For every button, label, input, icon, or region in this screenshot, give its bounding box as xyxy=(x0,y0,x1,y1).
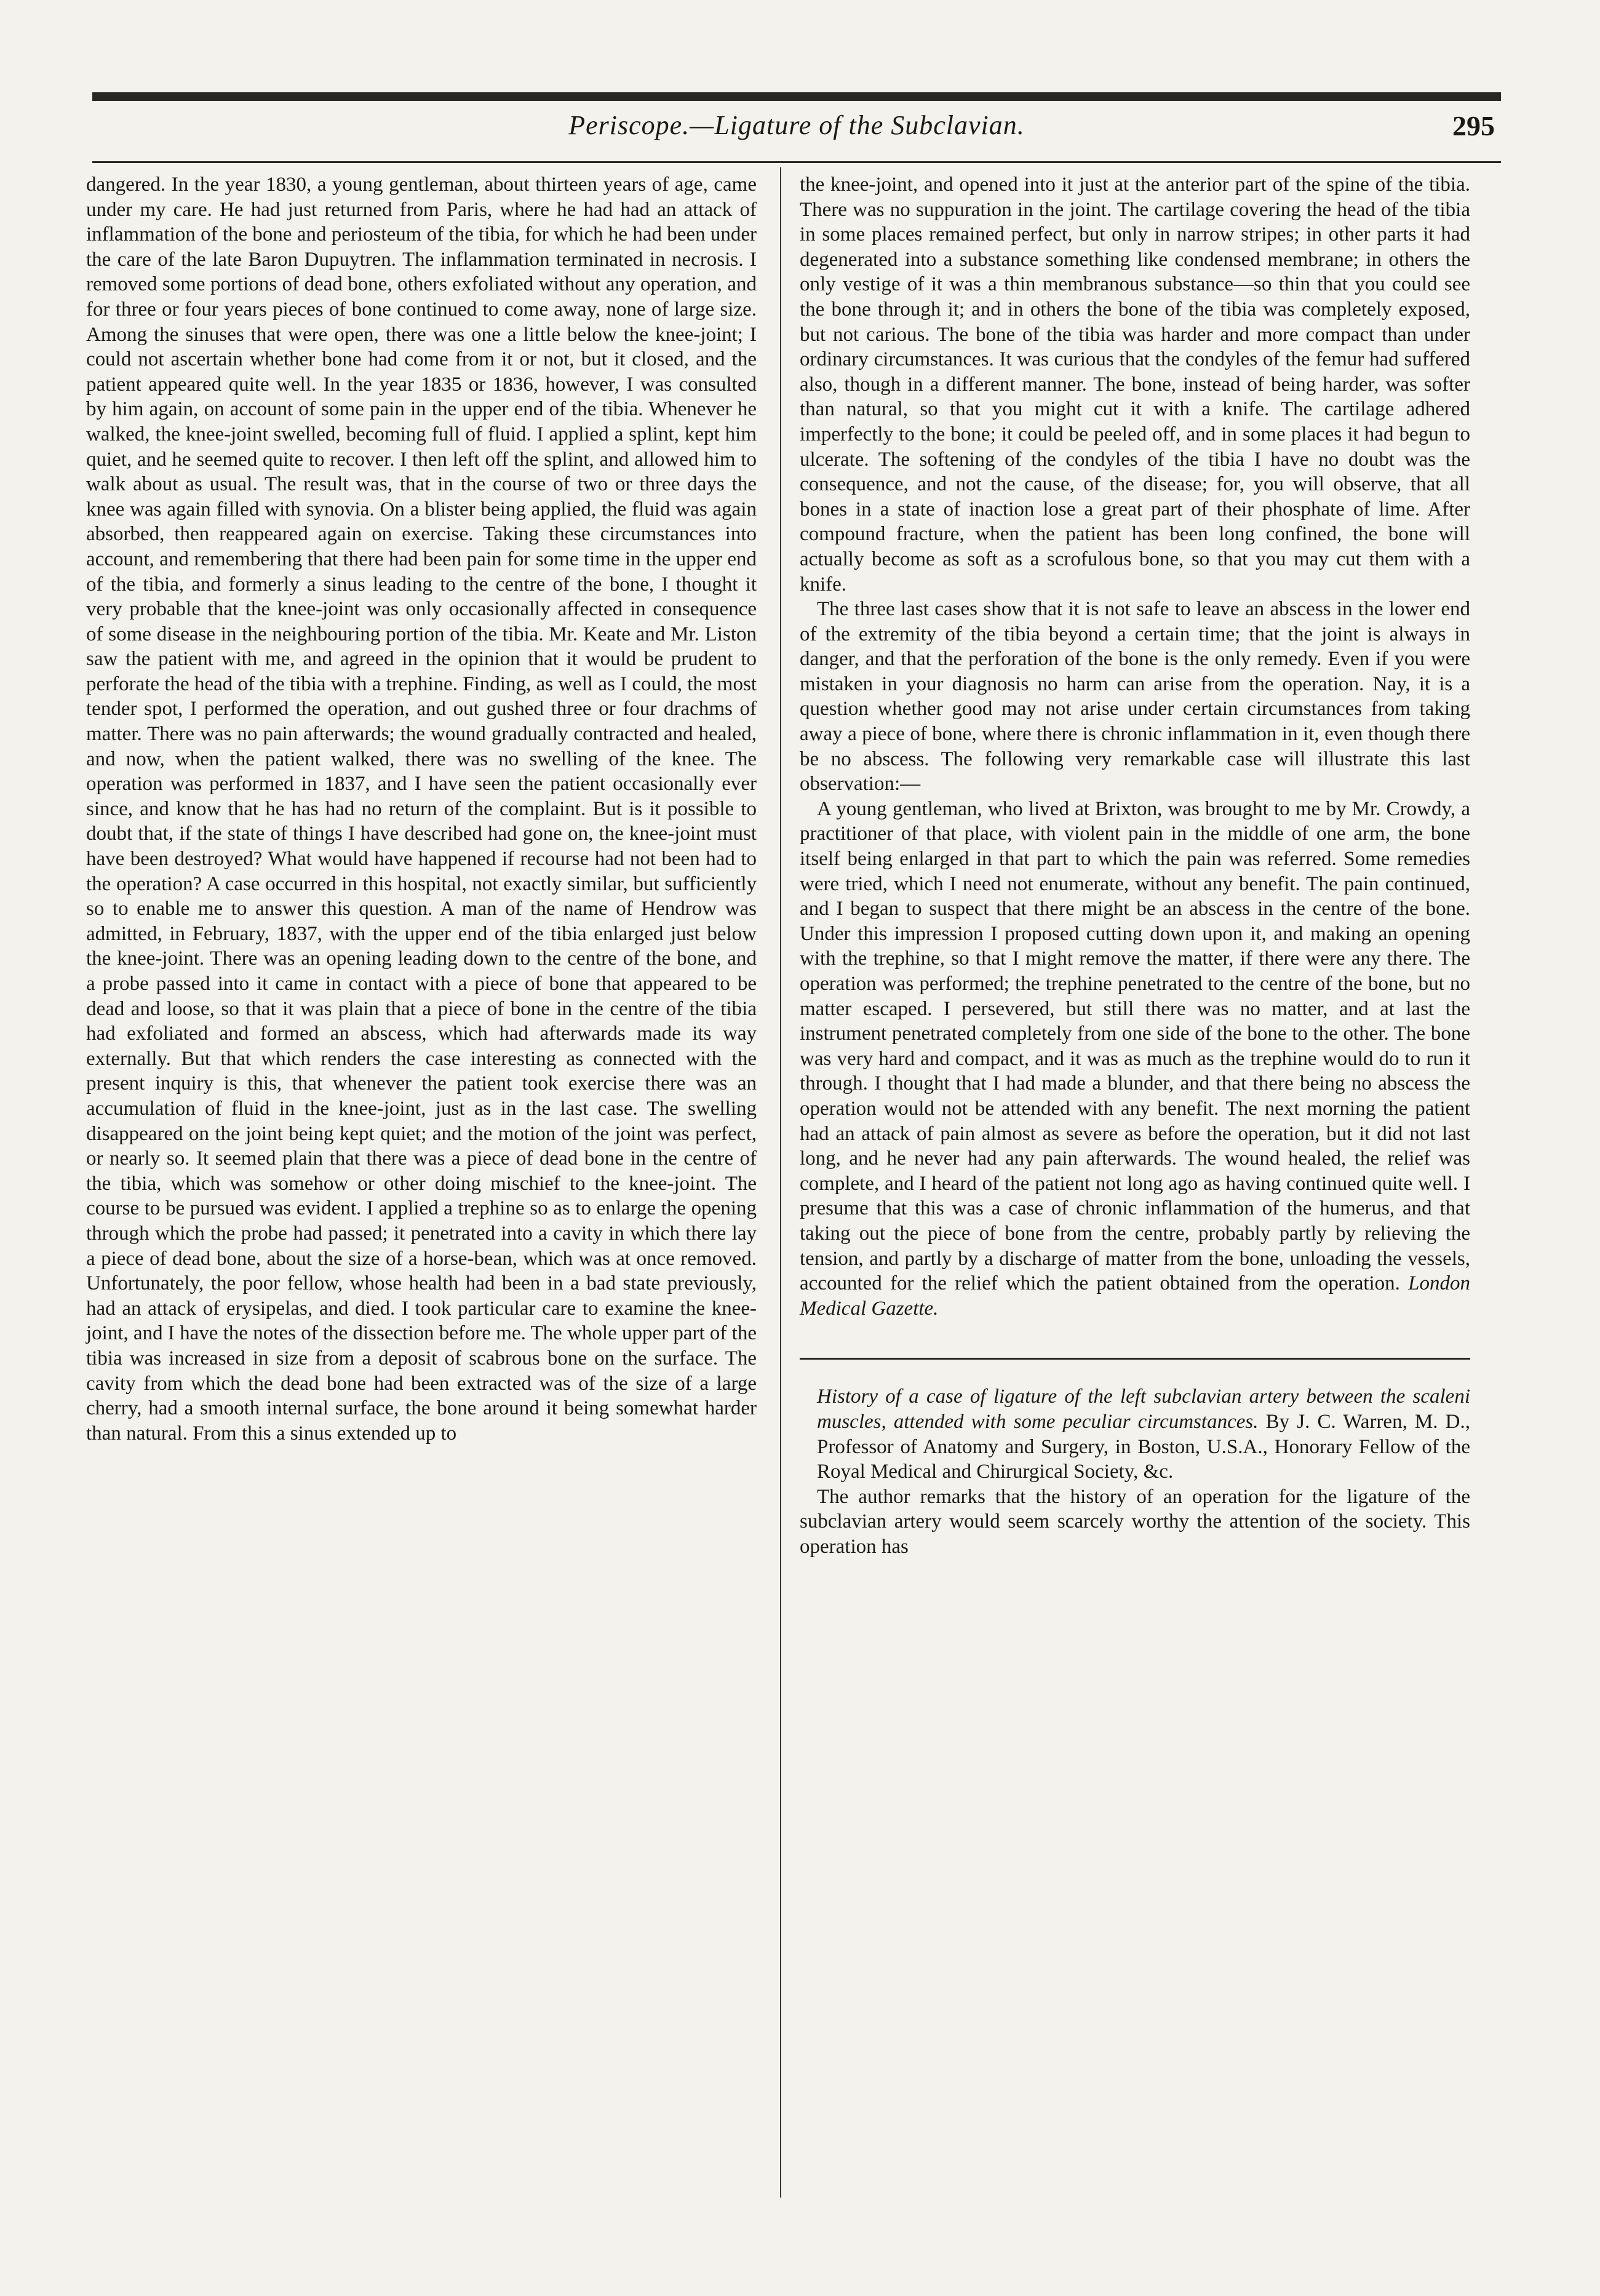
running-title: Periscope.—Ligature of the Subclavian. xyxy=(568,110,1025,140)
left-column xyxy=(86,172,757,1446)
section-separator xyxy=(800,1358,1470,1360)
abstract-title: History of a case of ligature of the left subclavian artery between the scaleni muscles, attended with some peculiar circumstances. xyxy=(817,1385,1470,1433)
header-rule xyxy=(92,161,1501,163)
body-paragraph: The three last cases show that it is not safe to leave an abscess in the lower end of the extremity of the tibia beyond a certain time; that the joint is always in danger, and that the perforation of the bone is the only remedy. Even if you were mistaken in your diagnosis no harm can arise from the operation. Nay, it is a question whether good may not arise under certain circumstances from taking away a piece of bone, where there is chronic inflammation in it, even though there be no abscess. The following very remarkable case will illustrate this last observation:— xyxy=(800,598,1470,795)
body-paragraph: dangered. In the year 1830, a young gentleman, about thirteen years of age, came under my care. He had just returned from Paris, where he had had an attack of inflammation of the bone and periosteum of the tibia, for which he had been under the care of the late Baron Dupuytren. The inflammation terminated in necrosis. I removed some portions of dead bone, others exfoliated without any operation, and for three or four years pieces of bone continued to come away, none of large size. Among the sinuses that were open, there was one a little below the knee-joint; I could not ascertain whether bone had come from it or not, but it closed, and the patient appeared quite well. In the year 1835 or 1836, however, I was consulted by him again, on account of some pain in the upper end of the tibia. Whenever he walked, the knee-joint swelled, becoming full of fluid. I applied a splint, kept him quiet, and he seemed quite to recover. I then left off the splint, and allowed him to walk about as usual. The result was, that in the course of two or three days the knee was again filled with synovia. On a blister being applied, the fluid was again absorbed, then reappeared again on exercise. Taking these circumstances into account, and remembering that there had been pain for some time in the upper end of the tibia, and formerly a sinus leading to the centre of the bone, I thought it very probable that the knee-joint was only occasionally affected in consequence of some disease in the neighbouring portion of the tibia. Mr. Keate and Mr. Liston saw the patient with me, and agreed in the opinion that it would be prudent to perforate the head of the tibia with a trephine. Finding, as well as I could, the most tender spot, I performed the operation, and out gushed three or four drachms of matter. There was no pain afterwards; the wound gradually contracted and healed, and now, when the patient walked, there was no swelling of the knee. The operation was performed in 1837, and I have seen the patient occasionally ever since, and know that he has had no return of the complaint. But is it possible to doubt that, if the state of things I have described had gone on, the knee-joint must have been destroyed? What would have happened if recourse had not been had to the operation? A case occurred in this hospital, not exactly similar, but sufficiently so to enable me to answer this question. A man of the name of Hendrow was admitted, in February, 1837, with the upper end of the tibia enlarged just below the knee-joint. There was an opening leading down to the centre of the bone, and a probe passed into it came in contact with a piece of bone that appeared to be dead and loose, so that it was plain that a piece of bone in the centre of the tibia had exfoliated and formed an abscess, which had afterwards made its way externally. But that which renders the case interesting as connected with the present inquiry is this, that whenever the patient took exercise there was an accumulation of fluid in the knee-joint, just as in the last case. The swelling disappeared on the joint being kept quiet; and the motion of the joint was perfect, or nearly so. It seemed plain that there was a piece of dead bone in the centre of the tibia, which was somehow or other doing mischief to the knee-joint. The course to be pursued was evident. I applied a trephine so as to enlarge the opening through which the probe had passed; it penetrated into a cavity in which there lay a piece of dead bone, about the size of a horse-bean, which was at once removed. Unfortunately, the poor fellow, whose health had been in a bad state previously, had an attack of erysipelas, and died. I took particular care to examine the knee-joint, and I have the notes of the dissection before me. The whole upper part of the tibia was increased in size from a deposit of scabrous bone on the surface. The cavity from which the dead bone had been extracted was of the size of a large cherry, had a smooth internal surface, the bone around it being somewhat harder than natural. From this a sinus extended up to xyxy=(86,173,757,1445)
top-border-rule xyxy=(92,92,1501,101)
body-paragraph: The author remarks that the history of an operation for the ligature of the subclavian artery would seem scarcely worthy the attention of the society. This operation has xyxy=(800,1485,1470,1558)
page-header xyxy=(92,110,1501,146)
body-paragraph xyxy=(800,797,1470,1321)
paragraph-text: A young gentleman, who lived at Brixton, was brought to me by Mr. Crowdy, a practitioner of that place, with violent pain in the middle of one arm, the bone itself being enlarged in that part to which the pain was referred. Some remedies were tried, which I need not enumerate, without any benefit. The pain continued, and I began to suspect that there might be an abscess in the centre of the bone. Under this impression I proposed cutting down upon it, and making an opening with the trephine, so that I might remove the matter, if there were any there. The operation was performed; the trephine penetrated to the centre of the bone, but no matter escaped. I persevered, but still there was no matter, and at last the instrument penetrated completely from one side of the bone to the other. The bone was very hard and compact, and it was as much as the trephine would do to run it through. I thought that I had made a blunder, and that there being no abscess the operation would not be attended with any benefit. The next morning the patient had an attack of pain almost as severe as before the operation, but it did not last long, and he never had any pain afterwards. The wound healed, the relief was complete, and I heard of the patient not long ago as having continued quite well. I presume that this was a case of chronic inflammation of the humerus, and that taking out the piece of bone from the centre, probably partly by relieving the tension, and partly by a discharge of matter from the bone, unloading the vessels, accounted for the relief which the patient obtained from the operation. xyxy=(800,797,1470,1295)
source-citation: London Medical Gazette. xyxy=(800,1272,1471,1320)
body-paragraph: the knee-joint, and opened into it just at the anterior part of the spine of the tibia. There was no suppuration in the joint. The cartilage covering the head of the tibia in some places remained perfect, but only in narrow stripes; in other parts it had degenerated into a substance something like condensed membrane; in others the only vestige of it was a thin membranous substance—so thin that you could see the bone through it; and in others the bone of the tibia was completely exposed, but not carious. The bone of the tibia was harder and more compact than under ordinary circumstances. It was curious that the condyles of the femur had suffered also, though in a different manner. The bone, instead of being harder, was softer than natural, so that you might cut it with a knife. The cartilage adhered imperfectly to the bone; it could be peeled off, and in some places it had begun to ulcerate. The softening of the condyles of the tibia I have no doubt was the consequence, and not the cause, of the disease; for, you will observe, that all bones in a state of inaction lose a great part of their phosphate of lime. After compound fracture, when the patient has been long confined, the bone will actually become as soft as a scrofulous bone, so that you may cut them with a knife. xyxy=(800,173,1470,596)
right-column xyxy=(800,172,1470,1559)
abstract-author: By J. C. Warren, M. D., Professor of Anatomy and Surgery, in Boston, U.S.A., Honorary Fellow of the Royal Medical and Chirurgical Society, &c. xyxy=(817,1410,1471,1483)
abstract-heading xyxy=(800,1384,1470,1484)
column-divider xyxy=(780,167,781,2198)
page-number: 295 xyxy=(1452,110,1495,142)
